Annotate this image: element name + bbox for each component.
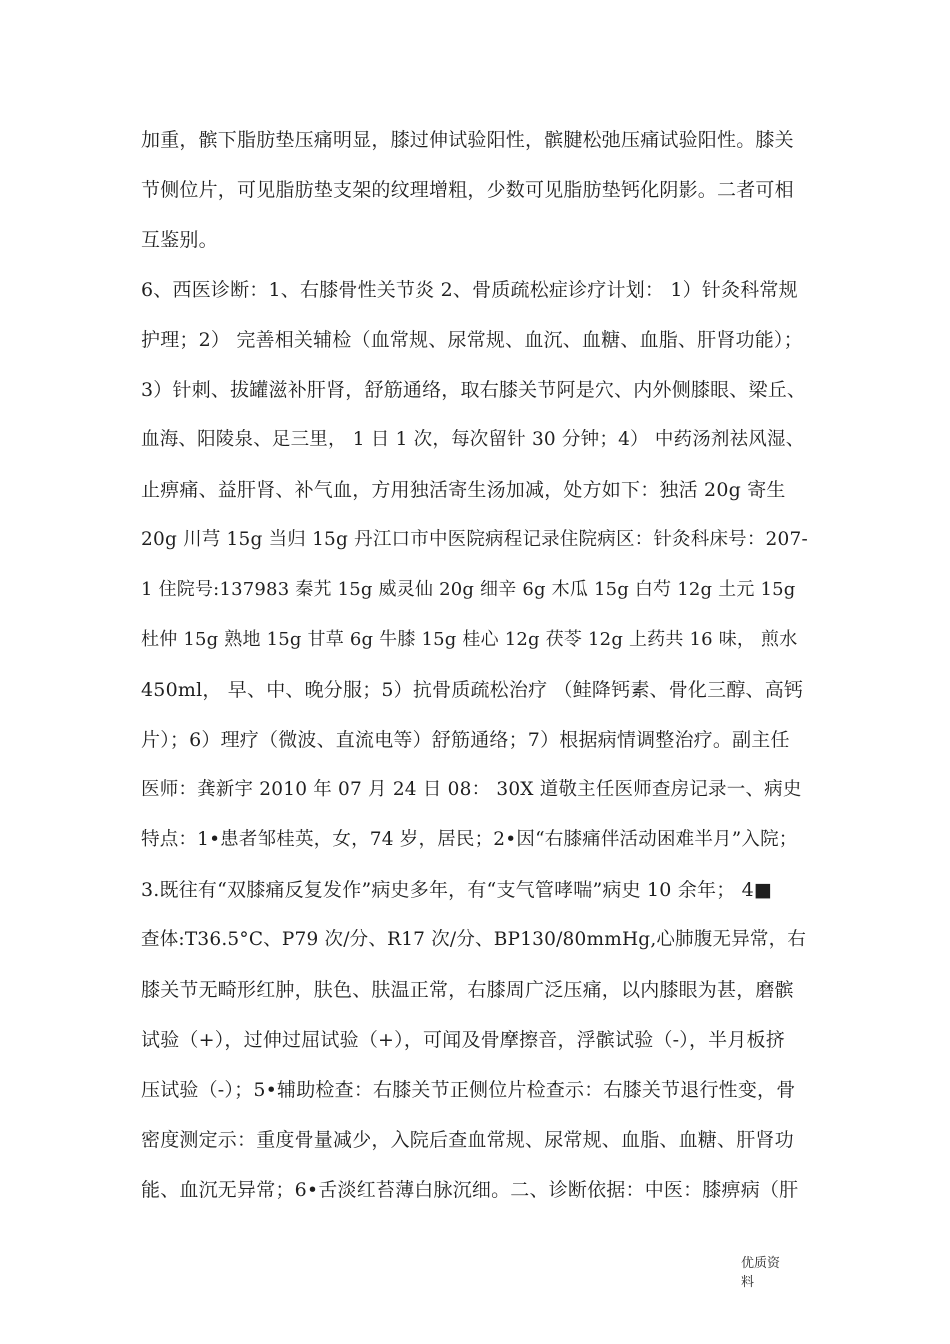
text-line: 20g 川芎 15g 当归 15g 丹江口市中医院病程记录住院病区：针灸科床号：207- xyxy=(141,529,808,550)
text-line: 3）针刺、拔罐滋补肝肾，舒筋通络，取右膝关节阿是穴、内外侧膝眼、梁丘、 xyxy=(141,379,807,401)
text-line: 医师：龚新宇 2010 年 07 月 24 日 08： 30X 道敬主任医师查房记录一、病史 xyxy=(141,779,802,800)
text-line: 杜仲 15g 熟地 15g 甘草 6g 牛膝 15g 桂心 12g 茯苓 12g 上药共 16 味， 煎水 xyxy=(141,629,798,650)
text-line: 节侧位片，可见脂肪垫支架的纹理增粗，少数可见脂肪垫钙化阴影。二者可相 xyxy=(141,179,794,201)
text-line: 止痹痛、益肝肾、补气血，方用独活寄生汤加减，处方如下：独活 20g 寄生 xyxy=(141,479,786,501)
text-line: 互鉴别。 xyxy=(141,229,218,251)
text-line: 护理；2） 完善相关辅检（血常规、尿常规、血沉、血糖、血脂、肝肾功能）； xyxy=(141,329,803,351)
text-line: 血海、阳陵泉、足三里， 1 日 1 次，每次留针 30 分钟；4） 中药汤剂祛风湿、 xyxy=(141,429,805,450)
footer-watermark-line1: 优质资 xyxy=(741,1256,781,1271)
text-line: 加重，髌下脂肪垫压痛明显，膝过伸试验阳性，髌腱松弛压痛试验阳性。膝关 xyxy=(141,129,794,151)
text-line: 膝关节无畸形红肿，肤色、肤温正常，右膝周广泛压痛，以内膝眼为甚，磨髌 xyxy=(141,979,794,1001)
text-line: 3.既往有“双膝痛反复发作”病史多年，有“支气管哮喘”病史 10 余年； 4■ xyxy=(141,879,773,901)
text-line: 试验（+），过伸过屈试验（+），可闻及骨摩擦音，浮髌试验（-），半月板挤 xyxy=(141,1029,785,1051)
text-line: 能、血沉无异常；6•舌淡红苔薄白脉沉细。二、诊断依据：中医：膝痹病（肝 xyxy=(141,1179,799,1201)
text-line: 6、西医诊断：1、右膝骨性关节炎 2、骨质疏松症诊疗计划： 1）针灸科常规 xyxy=(141,279,798,301)
text-line: 特点：1•患者邹桂英，女，74 岁，居民；2•因“右膝痛伴活动困难半月”入院； xyxy=(141,829,798,850)
text-line: 压试验（-）；5•辅助检查：右膝关节正侧位片检查示：右膝关节退行性变，骨 xyxy=(141,1079,796,1101)
text-line: 查体:T36.5°C、P79 次/分、R17 次/分、BP130/80mmHg,心肺腹无异常，右 xyxy=(141,929,807,950)
footer-watermark-line2: 料 xyxy=(741,1275,755,1290)
text-line: 密度测定示：重度骨量减少，入院后查血常规、尿常规、血脂、血糖、肝肾功 xyxy=(141,1129,794,1151)
text-line: 1 住院号:137983 秦艽 15g 威灵仙 20g 细辛 6g 木瓜 15g 白芍 12g 土元 15g xyxy=(141,579,796,600)
text-line: 450ml， 早、中、晚分服；5）抗骨质疏松治疗 （鲑降钙素、骨化三醇、高钙 xyxy=(141,679,804,701)
text-line: 片）；6）理疗（微波、直流电等）舒筋通络；7）根据病情调整治疗。副主任 xyxy=(141,729,790,751)
